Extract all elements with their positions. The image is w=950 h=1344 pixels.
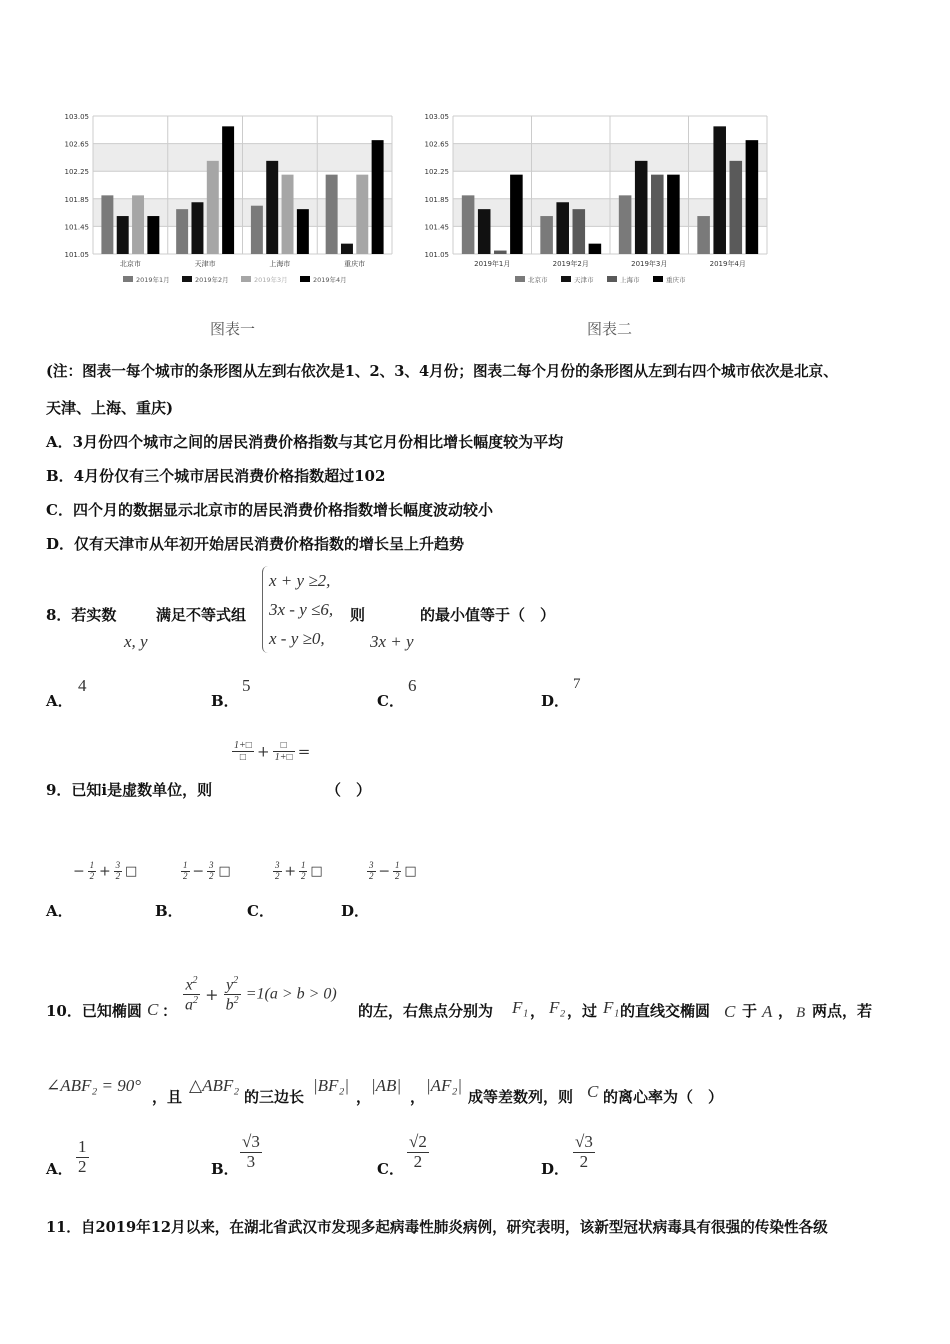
q10-side-bf2: |BF₂|: [313, 1076, 350, 1095]
bar-0-2: [132, 195, 144, 254]
q10-comma-1: ，: [530, 1002, 546, 1020]
bar-2-0: [619, 195, 632, 254]
q10-f1: F₁: [512, 998, 529, 1017]
q10-option-b: [240, 1133, 262, 1171]
legend-label: 重庆市: [666, 276, 686, 284]
legend-swatch: [561, 276, 571, 282]
q7-option-a: A．3月份四个城市之间的居民消费价格指数与其它月份相比增长幅度较为平均: [46, 433, 564, 451]
legend-label: 天津市: [574, 276, 594, 284]
bar-0-1: [478, 209, 491, 254]
q10-option-a: [76, 1138, 89, 1176]
q10-label-a: A．: [46, 1160, 73, 1178]
y-tick-label: 101.05: [424, 251, 449, 259]
q8-suffix: 的最小值等于（ ）: [420, 606, 556, 624]
q9-frac2-den: 1+□: [274, 752, 293, 763]
q10-option-d: [573, 1133, 595, 1171]
q10-t7: 的三边长: [244, 1088, 305, 1106]
q10-c-den: 2: [413, 1151, 423, 1171]
q9-option-b-expr: [181, 861, 231, 882]
q9-expression: [232, 740, 310, 763]
q9-b-n2: 3: [208, 860, 214, 870]
q9-d-n2: 1: [394, 860, 400, 870]
q10-t3: 的直线交椭圆: [620, 1002, 711, 1020]
bar-3-2: [356, 175, 368, 254]
q10-t5: 两点，若: [812, 1002, 873, 1020]
q9-d-tail: □: [404, 863, 417, 879]
q9-a-op: +: [98, 863, 111, 880]
q8-ineq-3: x - y ≥0,: [269, 629, 325, 648]
y-tick-label: 102.25: [424, 168, 449, 177]
bar-2-1: [266, 161, 278, 254]
q9-frac2-num: □: [273, 740, 295, 752]
bar-3-1: [713, 126, 726, 254]
x-tick-label: 2019年2月: [552, 260, 589, 268]
q9-a-n2: 3: [115, 860, 121, 870]
legend-swatch: [300, 276, 310, 282]
q10-b-point: B: [796, 1005, 806, 1021]
q10-t9: 的离心率为（ ）: [603, 1088, 724, 1106]
q9-c-n1: 3: [275, 860, 280, 870]
legend-label: 2019年2月: [195, 276, 229, 284]
bar-1-0: [176, 209, 188, 254]
q9-frac1-num: 1+□: [234, 740, 252, 751]
bar-2-1: [635, 161, 648, 254]
bar-1-1: [556, 202, 569, 254]
q8-ineq-2: 3x - y ≤6,: [269, 600, 334, 619]
q9-a-d1: 2: [89, 870, 95, 881]
q9-d-d1: 2: [369, 870, 374, 881]
bar-1-3: [589, 244, 602, 254]
q9-a-sign: −: [73, 863, 85, 880]
q9-d-d2: 2: [394, 870, 400, 881]
q8-value-c: 6: [408, 676, 417, 695]
q9-c-n2: 1: [300, 860, 306, 870]
q9-label-b: B．: [155, 902, 183, 920]
q8-value-d: 7: [573, 676, 581, 692]
x-tick-label: 重庆市: [344, 260, 366, 268]
legend-swatch: [123, 276, 133, 282]
bar-0-3: [147, 216, 159, 254]
q8-expr: 3x + y: [370, 632, 414, 651]
note-line-2: 天津、上海、重庆): [46, 399, 174, 417]
y-tick-label: 103.05: [424, 113, 449, 121]
q9-c-d2: 2: [300, 870, 306, 881]
bar-2-3: [667, 175, 680, 254]
q10-number: 10．已知椭圆: [46, 1002, 142, 1020]
q10-eq-tail: =1(a > b > 0): [245, 985, 337, 1003]
q10-t2: ，过: [567, 1002, 598, 1020]
q10-angle: ∠ABF₂ = 90°: [46, 1076, 142, 1095]
q10-triangle: △ABF₂: [189, 1076, 240, 1095]
q10-comma-3: ，: [356, 1088, 372, 1106]
legend-label: 上海市: [620, 276, 640, 284]
q9-c-op: +: [284, 863, 297, 880]
q8-value-b: 5: [242, 676, 251, 695]
legend-label: 2019年4月: [313, 276, 347, 284]
q10-comma-4: ，: [410, 1088, 426, 1106]
chart-one: [55, 108, 400, 293]
chart-one-caption: 图表一: [210, 320, 256, 338]
q9-b-tail: □: [218, 863, 231, 879]
q10-label-b: B．: [211, 1160, 239, 1178]
q8-label-a: A．: [46, 692, 73, 710]
q9-a-tail: □: [124, 863, 138, 879]
bar-3-3: [746, 140, 759, 254]
q10-c-num: √2: [409, 1132, 427, 1151]
bar-3-0: [697, 216, 710, 254]
q9-paren: （ ）: [326, 781, 372, 799]
y-tick-label: 101.45: [64, 223, 89, 232]
y-tick-label: 103.05: [64, 113, 89, 121]
bar-0-0: [101, 195, 113, 254]
q10-d-den: 2: [579, 1151, 589, 1171]
q10-d-num: √3: [575, 1132, 593, 1151]
q9-a-d2: 2: [115, 870, 121, 881]
bar-2-2: [282, 175, 294, 254]
q8-prefix: 8．若实数: [46, 606, 117, 624]
q9-plus: +: [256, 742, 270, 761]
q8-label-b: B．: [211, 692, 239, 710]
y-tick-label: 101.85: [64, 195, 89, 204]
x-tick-label: 天津市: [194, 260, 216, 268]
q10-option-c: [407, 1133, 429, 1171]
q9-b-n1: 1: [183, 860, 188, 870]
q9-option-a-expr: [73, 861, 137, 882]
q10-t4: 于: [742, 1002, 758, 1020]
q10-comma-2: ，: [778, 1002, 794, 1020]
legend-label: 2019年1月: [136, 276, 170, 284]
q10-a-num: 1: [78, 1137, 87, 1156]
q8-ineq-1: x + y ≥2,: [269, 571, 331, 590]
q10-c-symbol: C: [147, 1000, 159, 1019]
legend-swatch: [182, 276, 192, 282]
legend-swatch: [515, 276, 525, 282]
q8-label-c: C．: [377, 692, 404, 710]
bar-1-3: [222, 126, 234, 254]
y-tick-label: 102.65: [64, 140, 89, 149]
legend-label: 北京市: [528, 276, 548, 284]
q10-label-c: C．: [377, 1160, 404, 1178]
q11-text: 11．自2019年12月以来，在湖北省武汉市发现多起病毒性肺炎病例，研究表明，该新型冠状病毒具有很强的传染性各级: [46, 1219, 828, 1236]
q7-option-b: B．4月份仅有三个城市居民消费价格指数超过102: [46, 467, 386, 485]
q9-label-c: C．: [247, 902, 274, 920]
x-tick-label: 2019年4月: [709, 260, 746, 268]
bar-2-3: [297, 209, 309, 254]
y-tick-label: 102.25: [64, 168, 89, 177]
q9-equals: =: [297, 742, 311, 761]
q10-side-af2: |AF₂|: [426, 1076, 463, 1095]
q10-c-symbol-3: C: [587, 1082, 599, 1101]
q10-t1: 的左，右焦点分别为: [358, 1002, 494, 1020]
bar-3-1: [341, 244, 353, 254]
legend-label: 2019年3月: [254, 276, 288, 284]
bar-0-1: [117, 216, 129, 254]
q8-label-d: D．: [541, 692, 570, 710]
q8-value-a: 4: [78, 676, 87, 695]
x-tick-label: 2019年1月: [474, 260, 511, 268]
q7-option-d: D．仅有天津市从年初开始居民消费价格指数的增长呈上升趋势: [46, 535, 465, 553]
q9-label-d: D．: [341, 902, 370, 920]
x-tick-label: 上海市: [269, 260, 291, 268]
note-line-1: (注：图表一每个城市的条形图从左到右依次是1、2、3、4月份；图表二每个月份的条形图从左到右四个城市依次是北京、: [46, 363, 838, 380]
legend-swatch: [241, 276, 251, 282]
q9-option-c-expr: [273, 861, 323, 882]
q9-a-n1: 1: [89, 860, 95, 870]
x-tick-label: 北京市: [119, 260, 141, 268]
bar-2-0: [251, 206, 263, 254]
q8-vars: x, y: [124, 632, 148, 651]
q9-label-a: A．: [46, 902, 73, 920]
y-tick-label: 101.45: [424, 223, 449, 232]
bar-1-1: [191, 202, 203, 254]
q10-f1-b: F₁: [603, 998, 620, 1017]
bar-1-2: [207, 161, 219, 254]
bar-1-0: [540, 216, 553, 254]
q10-ellipse-equation: $\frac{x^2}{a^2}$ + $\frac{y^2}{b^2}$ =1(a > b > 0): [185, 975, 337, 1014]
q9-frac1-den: □: [239, 752, 246, 763]
bar-3-0: [326, 175, 338, 254]
q10-t6: ，且: [152, 1088, 183, 1106]
y-tick-label: 101.85: [424, 195, 449, 204]
bar-3-3: [372, 140, 384, 254]
q9-b-d2: 2: [208, 870, 214, 881]
q9-text: 9．已知i是虚数单位，则: [46, 781, 213, 799]
q10-a-point: A: [762, 1002, 773, 1021]
q10-colon: ：: [162, 1002, 178, 1020]
q10-a-den: 2: [78, 1156, 87, 1176]
q9-c-d1: 2: [275, 870, 280, 881]
q9-b-d1: 2: [183, 870, 188, 881]
legend-swatch: [653, 276, 663, 282]
bar-1-2: [573, 209, 586, 254]
y-tick-label: 102.65: [424, 140, 449, 149]
bar-2-2: [651, 175, 664, 254]
bar-3-2: [730, 161, 743, 254]
bar-0-2: [494, 251, 507, 254]
y-tick-label: 101.05: [64, 251, 89, 259]
q10-label-d: D．: [541, 1160, 570, 1178]
chart-two: [415, 108, 775, 293]
q9-b-op: −: [192, 863, 205, 880]
q9-c-tail: □: [310, 863, 323, 879]
q7-option-c: C．四个月的数据显示北京市的居民消费价格指数增长幅度波动较小: [46, 501, 493, 519]
q9-d-n1: 3: [369, 860, 374, 870]
bar-0-0: [462, 195, 475, 254]
bar-0-3: [510, 175, 523, 254]
q8-inequality-system: [262, 566, 333, 653]
q10-side-ab: |AB|: [371, 1076, 402, 1095]
q10-b-den: 3: [246, 1151, 256, 1171]
chart-two-caption: 图表二: [587, 320, 633, 338]
q9-d-op: −: [378, 863, 391, 880]
q10-t8: 成等差数列，则: [468, 1088, 574, 1106]
q10-c-symbol-2: C: [724, 1002, 736, 1021]
q9-option-d-expr: [367, 861, 417, 882]
q8-mid: 满足不等式组: [156, 606, 247, 624]
legend-swatch: [607, 276, 617, 282]
q8-then: 则: [350, 606, 366, 624]
q10-f2: F₂: [549, 998, 566, 1017]
x-tick-label: 2019年3月: [631, 260, 668, 268]
q10-b-num: √3: [242, 1132, 260, 1151]
